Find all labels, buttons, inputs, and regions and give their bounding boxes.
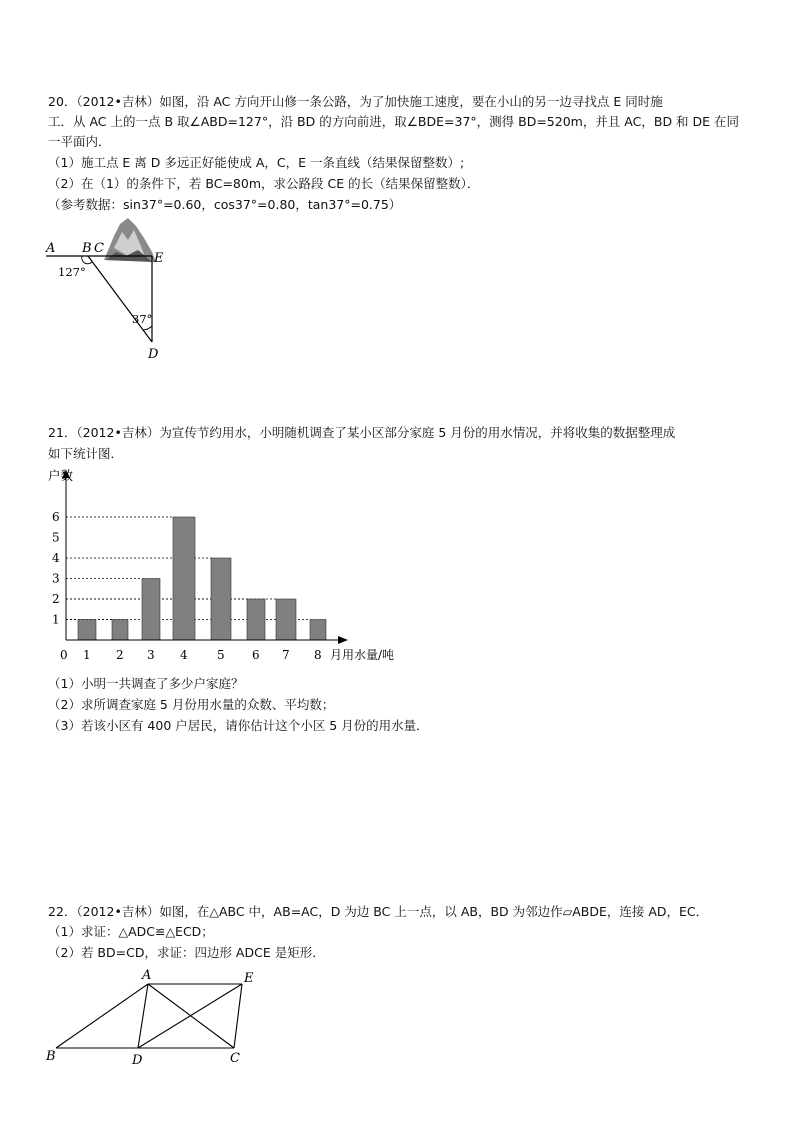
y-tick-label: 2 xyxy=(52,592,60,606)
x-tick-label: 7 xyxy=(282,648,290,662)
x-tick-label: 3 xyxy=(147,648,155,662)
label-e: E xyxy=(244,971,254,986)
q20-line-1: 20．（2012•吉林）如图，沿 AC 方向开山修一条公路，为了加快施工速度，要在小山的另一边寻找点 E 同时施 xyxy=(48,94,663,109)
water-usage-bar-chart xyxy=(40,464,420,674)
q20-line-2: 工．从 AC 上的一点 B 取∠ABD=127°，沿 BD 的方向前进，取∠BDE=37°，测得 BD=520m，并且 AC，BD 和 DE 在同 xyxy=(48,114,740,129)
x-tick-label: 5 xyxy=(217,648,225,662)
bar xyxy=(247,599,265,640)
q22-sub-1: （1）求证：△ADC≌△ECD； xyxy=(48,924,214,939)
x-tick-label: 1 xyxy=(83,648,91,662)
angle-arc-d xyxy=(143,326,152,330)
bar xyxy=(310,620,326,641)
label-c: C xyxy=(94,241,104,256)
segment-bd xyxy=(88,256,152,342)
q22-sub-2: （2）若 BD=CD，求证：四边形 ADCE 是矩形． xyxy=(48,945,325,960)
q21-line-1: 21．（2012•吉林）为宣传节约用水，小明随机调查了某小区部分家庭 5 月份的用水情况，并将收集的数据整理成 xyxy=(48,425,676,440)
bar xyxy=(142,579,160,641)
x-axis-arrow-icon xyxy=(338,636,348,644)
y-tick-label: 4 xyxy=(52,551,60,565)
y-tick-label: 3 xyxy=(52,571,60,586)
x-tick-label: 6 xyxy=(252,648,260,662)
y-tick-label: 5 xyxy=(52,530,60,545)
q20-sub-2: （2）在（1）的条件下，若 BC=80m，求公路段 CE 的长（结果保留整数）． xyxy=(48,176,480,191)
q20-line-3: 一平面内． xyxy=(48,134,111,149)
y-tick-label: 6 xyxy=(52,510,60,524)
q21-sub-2: （2）求所调查家庭 5 月份用水量的众数、平均数； xyxy=(48,697,335,712)
origin-label: 0 xyxy=(60,648,68,662)
q21-sub-1: （1）小明一共调查了多少户家庭？ xyxy=(48,676,244,691)
x-tick-label: 2 xyxy=(116,648,124,662)
label-c: C xyxy=(230,1051,240,1066)
segment-ec xyxy=(234,984,242,1048)
q20-figure xyxy=(44,218,174,368)
y-tick-label: 1 xyxy=(52,612,60,627)
segment-ad xyxy=(138,984,148,1048)
x-tick-label: 4 xyxy=(180,648,188,662)
label-d: D xyxy=(132,1053,143,1068)
y-axis-label: 户数 xyxy=(48,468,74,483)
bar xyxy=(112,620,128,641)
bar xyxy=(276,599,296,640)
q21-line-2: 如下统计图． xyxy=(48,446,124,461)
label-e: E xyxy=(154,251,164,266)
mountain-icon xyxy=(104,218,156,262)
label-d: D xyxy=(148,347,159,362)
x-axis-label: 月用水量/吨 xyxy=(330,648,395,662)
bar xyxy=(211,558,231,640)
segment-ed xyxy=(138,984,242,1048)
bar xyxy=(78,620,96,641)
q20-sub-1: （1）施工点 E 离 D 多远正好能使成 A，C，E 一条直线（结果保留整数）; xyxy=(48,155,465,170)
angle-label-127: 127° xyxy=(58,265,86,279)
label-b: B xyxy=(46,1049,56,1064)
q21-sub-3: （3）若该小区有 400 户居民，请你估计这个小区 5 月份的用水量． xyxy=(48,718,429,733)
q20-reference: （参考数据：sin37°=0.60，cos37°=0.80，tan37°=0.75） xyxy=(48,197,402,212)
label-a: A xyxy=(142,968,152,983)
q22-figure xyxy=(44,962,274,1074)
bar xyxy=(173,517,195,640)
q22-line-1: 22．（2012•吉林）如图，在△ABC 中，AB=AC，D 为边 BC 上一点，以 AB，BD 为邻边作▱ABDE，连接 AD，EC． xyxy=(48,904,709,919)
x-tick-label: 8 xyxy=(314,648,322,662)
label-a: A xyxy=(46,241,56,256)
angle-label-37: 37° xyxy=(132,312,153,326)
label-b: B xyxy=(82,241,92,256)
segment-ab xyxy=(56,984,148,1048)
